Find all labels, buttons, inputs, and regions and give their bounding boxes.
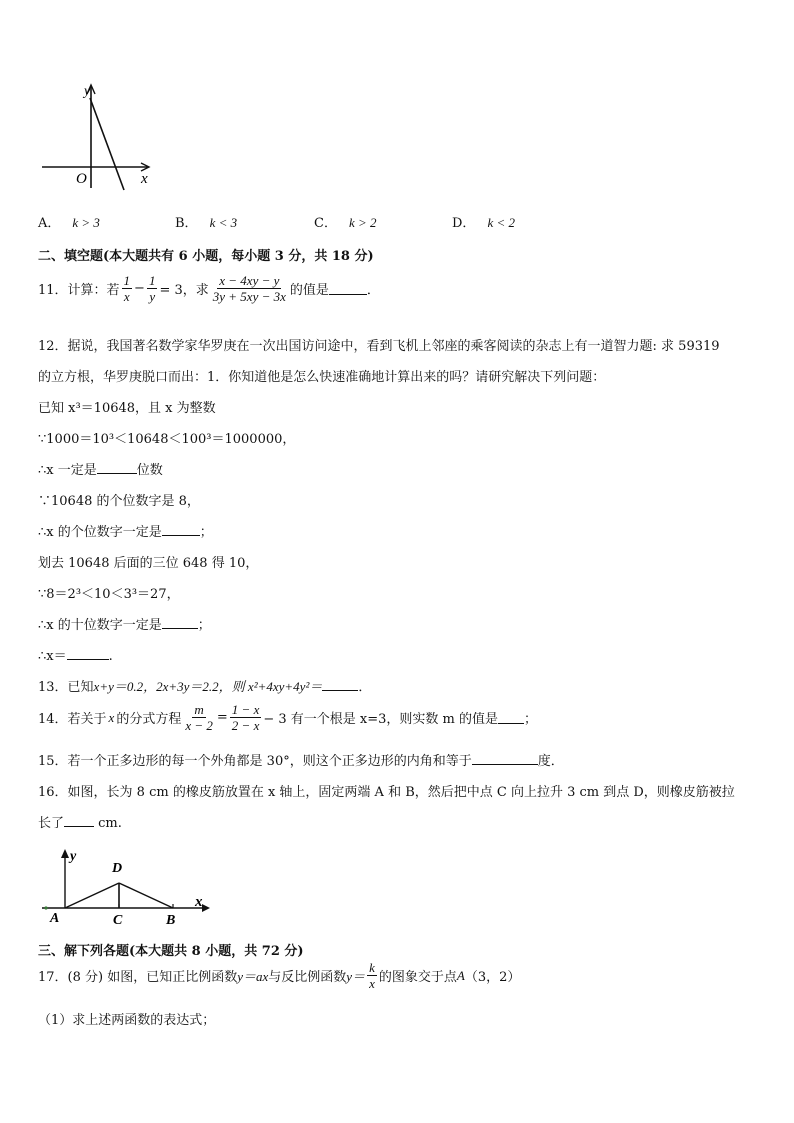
q14-var-x: x [108, 709, 115, 725]
option-d [452, 212, 515, 231]
rubber-band-figure [40, 846, 215, 928]
q13-end: ． [358, 680, 372, 695]
option-d-letter: D． [452, 216, 476, 231]
q11-end: ． [366, 283, 380, 298]
q12-line-5-end: 位数 [136, 463, 163, 478]
q15-answer-blank [472, 752, 538, 765]
q12-line-10-end: ； [197, 618, 211, 633]
q14-end: ； [524, 712, 538, 727]
q11-fraction-2: $\frac{1}{y}$ [148, 273, 156, 304]
q14-fraction-1: $\frac{m}{x - 2}$ [185, 702, 213, 733]
question-15 [38, 750, 564, 769]
q16-line-2 [38, 812, 122, 831]
option-a-letter: A． [38, 216, 61, 231]
x-axis-label: x [141, 171, 148, 187]
question-14 [38, 702, 537, 733]
q12-line-5-text: ∴x 一定是 [38, 463, 97, 478]
q17-point-name: A [456, 967, 465, 983]
q14-tail: − 3 有一个根是 x=3，则实数 m 的值是 [263, 712, 498, 727]
q12-line-11 [38, 645, 113, 664]
section-3-heading: 三、解下列各题(本大题共 8 小题，共 72 分) [38, 944, 304, 959]
q12-line-7-text: ∴x 的个位数字一定是 [38, 525, 162, 540]
option-d-expr: k < 2 [487, 215, 515, 230]
q12-x-blank [67, 647, 109, 660]
q17-inverse-y: y＝ [346, 969, 366, 984]
question-11 [38, 273, 380, 304]
q12-line-9: ∵8＝2³＜10＜3³＝27， [38, 587, 180, 602]
y-axis-label: y [84, 84, 91, 99]
question-13 [38, 676, 371, 695]
q17-fraction: $\frac{k}{x}$ [369, 960, 375, 991]
option-a-expr: k > 3 [72, 215, 100, 230]
q16-line-1: 16．如图，长为 8 cm 的橡皮筋放置在 x 轴上，固定两端 A 和 B，然后把中点 C 向上拉升 3 cm 到点 D，则橡皮筋被拉 [38, 785, 735, 800]
q16-line-2-text: 长了 [38, 816, 65, 831]
q14-answer-blank [498, 711, 524, 724]
point-d-label: D [112, 861, 123, 876]
q11-suffix: 的值是 [289, 283, 329, 298]
q12-line-7 [38, 521, 213, 540]
q17-direct-function: y＝ax [237, 969, 269, 984]
q17-prefix: 17．(8 分) 如图，已知正比例函数 [38, 970, 238, 985]
option-c [314, 212, 377, 231]
q14-text: 的分式方程 [116, 712, 182, 727]
option-b [175, 212, 237, 231]
q12-digits-blank [97, 461, 137, 474]
q14-fraction-2: $\frac{1 - x}{2 - x}$ [231, 702, 260, 733]
x-axis-arrow [202, 904, 210, 912]
point-a-label: A [50, 911, 60, 926]
option-c-letter: C． [314, 216, 337, 231]
q17-text-2: 的图象交于点 [378, 970, 457, 985]
q12-line-8: 划去 10648 后面的三位 648 得 10， [38, 556, 259, 571]
q12-line-3: 已知 x³＝10648，且 x 为整数 [38, 401, 216, 416]
q11-prefix: 11．计算：若 [38, 283, 120, 298]
q14-eq: = [216, 710, 228, 725]
q12-line-10-text: ∴x 的十位数字一定是 [38, 618, 162, 633]
q11-eq: = 3，求 [159, 283, 209, 298]
q13-prefix: 13．已知 [38, 680, 94, 695]
q13-body: x+y＝0.2，2x+3y＝2.2，则 x²+4xy+4y²＝ [93, 679, 323, 694]
q15-end: 度． [537, 754, 564, 769]
origin-label: O [76, 171, 87, 187]
q12-line-7-end: ； [199, 525, 213, 540]
q13-answer-blank [322, 678, 358, 691]
q14-prefix: 14．若关于 [38, 712, 107, 727]
option-b-letter: B． [175, 216, 198, 231]
option-c-expr: k > 2 [348, 215, 377, 230]
graph-line-figure [40, 82, 160, 194]
q12-units-digit-blank [162, 523, 200, 536]
question-17 [38, 960, 520, 991]
option-a [38, 212, 100, 231]
graph-line [90, 98, 124, 190]
q12-line-10 [38, 614, 211, 633]
q12-line-6: ∵10648 的个位数字是 8， [38, 494, 200, 509]
q12-line-4: ∵1000＝10³＜10648＜100³＝1000000， [38, 432, 296, 447]
q12-line-11-end: . [108, 649, 113, 664]
q11-minus: − [134, 281, 145, 296]
q16-line-2-unit: cm. [94, 816, 122, 831]
y-axis-arrow [61, 849, 69, 858]
point-c-label: C [113, 913, 123, 928]
option-b-expr: k < 3 [209, 215, 238, 230]
q17-part-1: （1）求上述两函数的表达式； [38, 1013, 216, 1028]
point-b-label: B [166, 913, 176, 928]
q12-line-11-text: ∴x＝ [38, 649, 67, 664]
y-axis-label: y [70, 849, 77, 864]
q12-tens-digit-blank [162, 616, 198, 629]
section-2-heading: 二、填空题(本大题共有 6 小题，每小题 3 分，共 18 分) [38, 249, 374, 264]
segment-db [119, 883, 173, 908]
q12-line-5 [38, 459, 163, 478]
q17-text: 与反比例函数 [268, 970, 347, 985]
q11-fraction-1: $\frac{1}{x}$ [123, 273, 131, 304]
q12-line-2: 的立方根，华罗庚脱口而出：1．你知道他是怎么快速准确地计算出来的吗？请研究解决下列问题： [38, 370, 606, 385]
q15-text: 15．若一个正多边形的每一个外角都是 30°，则这个正多边形的内角和等于 [38, 754, 472, 769]
q12-line-1: 12．据说，我国著名数学家华罗庚在一次出国访问途中，看到飞机上邻座的乘客阅读的杂志上有一道智力题: 求 59319 [38, 339, 720, 354]
segment-ad [65, 883, 119, 908]
point-a-dot [44, 906, 47, 909]
q16-answer-blank [64, 814, 94, 827]
q17-point-coords: （3，2） [464, 970, 521, 985]
q11-answer-blank [329, 282, 367, 295]
q11-fraction-3: $\frac{x - 4xy - y}{3y + 5xy - 3x}$ [212, 273, 286, 304]
x-axis-label: x [195, 894, 203, 910]
